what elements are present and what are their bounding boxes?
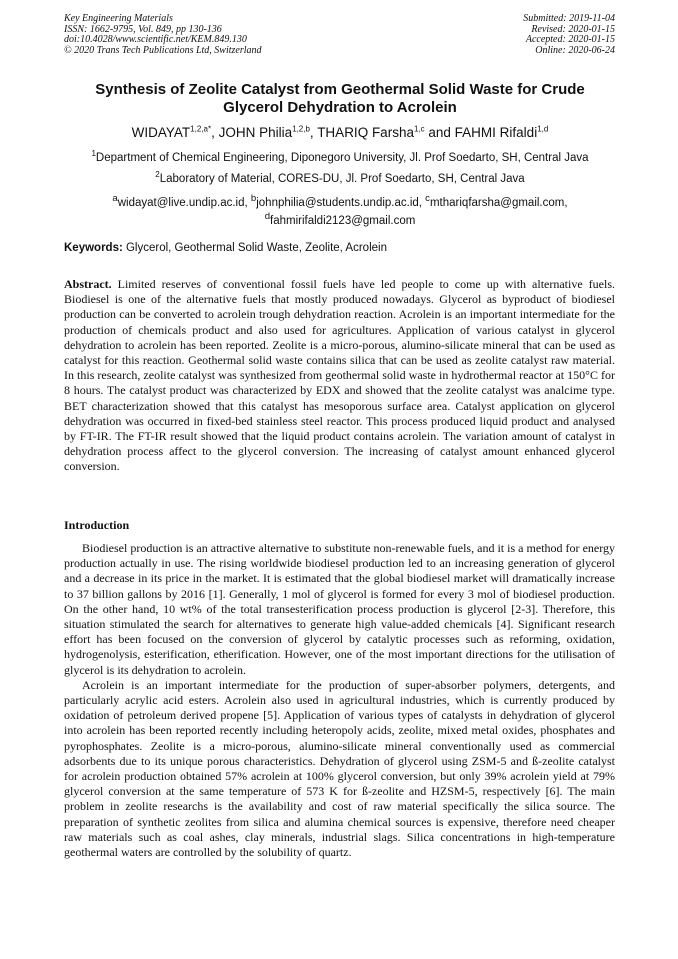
copyright-line: © 2020 Trans Tech Publications Ltd, Switzerland — [64, 44, 262, 56]
affiliation-sup: 1 — [91, 149, 96, 159]
issn-line: ISSN: 1662-9795, Vol. 849, pp 130-136 — [64, 23, 222, 35]
paragraph: Biodiesel production is an attractive alternative to substitute non-renewable fuels, and it is a method for energy production actually in use. The rising worldwide biodiesel production led to an increasing generation of glycerol and a decrease in its price in the market. It is estimated that the global biodiesel market will dramatically increase to 37 billion gallons by 2016 [1]. Generally, 1 mol of glycerol is formed for every 3 mol of biodiesel production. On the other hand, 10 wt% of the total transesterification process production is glycerol [2-3]. Therefore, this situation stimulated the search for alternatives to generate high value-added chemicals [4]. Significant research effort has been focused on the conversion of glycerol by catalytic processes such as reforming, oxidation, hydrogenolysis, esterification, etherification. However, one of the most important directions for the utilisation of glycerol is its dehydration to acrolein. — [64, 541, 615, 677]
email-sup: b — [250, 193, 257, 204]
affiliation-text: Laboratory of Material, CORES-DU, Jl. Prof Soedarto, SH, Central Java — [159, 173, 525, 185]
affiliation-text: Department of Chemical Engineering, Diponegoro University, Jl. Prof Soedarto, SH, Central Java — [95, 152, 589, 164]
author-sup: 1,c — [413, 124, 425, 134]
paragraph: Acrolein is an important intermediate for the production of super-absorber polymers, detergents, and particularly acrylic acid esters. Acrolein also used in agricultural industries, which is currently produced by oxidation of petroleum derived propene [5]. Application of various types of catalysts in dehydration of glycerol into acrolein has been reported recently including heteropoly acids, zeolite, mixed metal oxides, phosphates and pyrophosphates. Zeolite is a micro-porous, alumino-silicate mineral conventionally used as commercial adsorbents due to its unique porous characteristics. Dehydration of glycerol using ZSM-5 and ß-zeolite catalyst for acrolein production obtained 57% acrolein at 100% glycerol conversion, but only 39% acrolein yield at 79% glycerol conversion at the same temperature of 573 K for ß-zeolite and HZSM-5, respectively [6]. The main problem in zeolite researchs is the availability and cost of raw material specifically the silica source. The preparation of synthetic zeolites from silica and alumina chemical sources is expensive, therefore need cheaper raw materials such as coal ashes, clay minerals, industrial slags. Silica concentrations in high-temperature geothermal waters are controlled by the solubility of quartz. — [64, 677, 615, 860]
online-date: Online: 2020-06-24 — [535, 44, 615, 56]
email-sup: a — [112, 193, 118, 204]
author-separator: and — [424, 125, 455, 140]
paper-title — [60, 81, 620, 117]
email-list — [40, 192, 640, 228]
author-name: JOHN Philia — [218, 125, 293, 140]
email-link[interactable]: fahmirifaldi2123@gmail.com — [270, 214, 416, 227]
submitted-date: Submitted: 2019-11-04 — [523, 13, 615, 24]
section-heading: Introduction — [64, 518, 130, 532]
accepted-date: Accepted: 2020-01-15 — [525, 34, 615, 46]
author-separator: , — [309, 125, 318, 140]
dates-header — [523, 14, 615, 56]
author-name: FAHMI Rifaldi — [454, 125, 538, 140]
abstract-label: Abstract. — [64, 277, 112, 291]
author-list — [40, 124, 640, 142]
title-line-2: Glycerol Dehydration to Acrolein — [223, 99, 457, 116]
keywords-label: Keywords: — [64, 242, 123, 254]
email-link[interactable]: mthariqfarsha@gmail.com, — [429, 196, 568, 209]
doi-line: doi:10.4028/www.scientific.net/KEM.849.130 — [64, 34, 247, 46]
email-link[interactable]: johnphilia@students.undip.ac.id, — [256, 196, 426, 209]
keywords — [64, 241, 616, 255]
keywords-text: Glycerol, Geothermal Solid Waste, Zeolite, Acrolein — [122, 242, 387, 254]
author-name: THARIQ Farsha — [317, 125, 414, 140]
journal-name: Key Engineering Materials — [64, 13, 173, 24]
author-separator: , — [211, 125, 219, 140]
revised-date: Revised: 2020-01-15 — [531, 23, 615, 35]
email-sup: c — [425, 193, 430, 204]
email-sup: d — [264, 210, 271, 222]
affiliation-sup: 2 — [155, 170, 160, 180]
author-sup: 1,2,a* — [190, 124, 212, 134]
author-name: WIDAYAT — [131, 125, 191, 140]
introduction-body — [64, 541, 615, 860]
affiliation-2 — [40, 172, 640, 186]
email-link[interactable]: widayat@live.undip.ac.id, — [117, 196, 251, 209]
abstract — [64, 277, 615, 475]
author-sup: 1,2,b — [292, 124, 310, 134]
abstract-text: Limited reserves of conventional fossil fuels have led people to come up with alternative fuels. Biodiesel is one of the alternative fuels that mostly produced nowadays. Glycerol as byproduct of biodiesel production can be converted to acrolein trough dehydration reaction. Acrolein is an important intermediate for the production of chemicals product and also used for agricultures. Application of various catalyst in glycerol dehydration to acrolein has been reported. Zeolite is a micro-porous, alumino-silicate mineral that can be used as catalyst for this reaction. Geothermal solid waste contains silica that can be used as zeolite catalyst raw material. In this research, zeolite catalyst was synthesized from geothermal solid waste in hydrothermal reactor at 150°C for 8 hours. The catalyst product was characterized by EDX and showed that the zeolite catalyst was analcime type. BET characterization showed that this catalyst has mesoporous surface area. Catalyst application on glycerol dehydration was occurred in fixed-bed stainless steel reactor. This process produced liquid product and analysed by FT-IR. The FT-IR result showed that the liquid product contains acrolein. The variation amount of catalyst in dehydration process affect to the glycerol conversion. The increasing of catalyst amount enhanced glycerol conversion. — [64, 277, 615, 474]
affiliation-1 — [40, 151, 640, 165]
title-line-1: Synthesis of Zeolite Catalyst from Geothermal Solid Waste for Crude — [95, 81, 585, 98]
author-sup: 1,d — [537, 124, 549, 134]
journal-header — [64, 14, 262, 56]
